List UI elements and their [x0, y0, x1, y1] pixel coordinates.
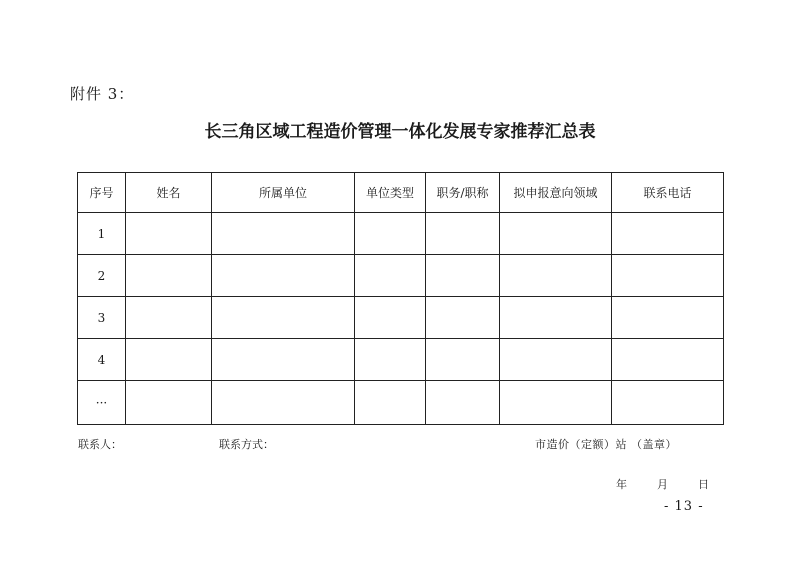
- cell-name[interactable]: [126, 297, 212, 339]
- row-serial: ···: [78, 381, 126, 425]
- cell-intended-field[interactable]: [500, 339, 612, 381]
- cell-intended-field[interactable]: [500, 297, 612, 339]
- year-label: 年: [616, 478, 627, 491]
- cell-org-type[interactable]: [355, 255, 426, 297]
- cell-organization[interactable]: [212, 339, 355, 381]
- month-label: 月: [657, 478, 668, 491]
- cell-position-title[interactable]: [426, 255, 500, 297]
- header-intended-field: 拟申报意向领域: [500, 173, 612, 213]
- row-serial: 3: [78, 297, 126, 339]
- cell-phone[interactable]: [612, 381, 724, 425]
- cell-phone[interactable]: [612, 339, 724, 381]
- cell-name[interactable]: [126, 339, 212, 381]
- station-seal-label: 市造价（定额）站 （盖章）: [535, 438, 677, 451]
- header-phone: 联系电话: [612, 173, 724, 213]
- page-number: - 13 -: [664, 499, 704, 514]
- table-header-row: [78, 173, 724, 213]
- contact-method-label: 联系方式：: [219, 438, 274, 451]
- row-serial: 4: [78, 339, 126, 381]
- expert-summary-table: [77, 172, 724, 425]
- cell-organization[interactable]: [212, 297, 355, 339]
- header-name: 姓名: [126, 173, 212, 213]
- table-row: [78, 297, 724, 339]
- cell-intended-field[interactable]: [500, 213, 612, 255]
- row-serial: 2: [78, 255, 126, 297]
- header-serial: 序号: [78, 173, 126, 213]
- cell-phone[interactable]: [612, 297, 724, 339]
- attachment-label: 附件 3：: [70, 85, 135, 103]
- document-title: 长三角区域工程造价管理一体化发展专家推荐汇总表: [204, 122, 596, 142]
- cell-name[interactable]: [126, 255, 212, 297]
- cell-organization[interactable]: [212, 381, 355, 425]
- table-row: [78, 213, 724, 255]
- cell-organization[interactable]: [212, 255, 355, 297]
- cell-organization[interactable]: [212, 213, 355, 255]
- header-position-title: 职务/职称: [426, 173, 500, 213]
- cell-intended-field[interactable]: [500, 255, 612, 297]
- cell-name[interactable]: [126, 213, 212, 255]
- table-row: [78, 339, 724, 381]
- cell-intended-field[interactable]: [500, 381, 612, 425]
- date-line: [616, 476, 709, 492]
- cell-org-type[interactable]: [355, 213, 426, 255]
- cell-position-title[interactable]: [426, 381, 500, 425]
- cell-position-title[interactable]: [426, 339, 500, 381]
- row-serial: 1: [78, 213, 126, 255]
- cell-org-type[interactable]: [355, 339, 426, 381]
- cell-org-type[interactable]: [355, 381, 426, 425]
- day-label: 日: [698, 478, 709, 491]
- header-org-type: 单位类型: [355, 173, 426, 213]
- cell-name[interactable]: [126, 381, 212, 425]
- table-row: [78, 255, 724, 297]
- cell-position-title[interactable]: [426, 213, 500, 255]
- table-row: [78, 381, 724, 425]
- cell-phone[interactable]: [612, 213, 724, 255]
- header-organization: 所属单位: [212, 173, 355, 213]
- contact-person-label: 联系人：: [78, 438, 122, 451]
- cell-org-type[interactable]: [355, 297, 426, 339]
- cell-phone[interactable]: [612, 255, 724, 297]
- cell-position-title[interactable]: [426, 297, 500, 339]
